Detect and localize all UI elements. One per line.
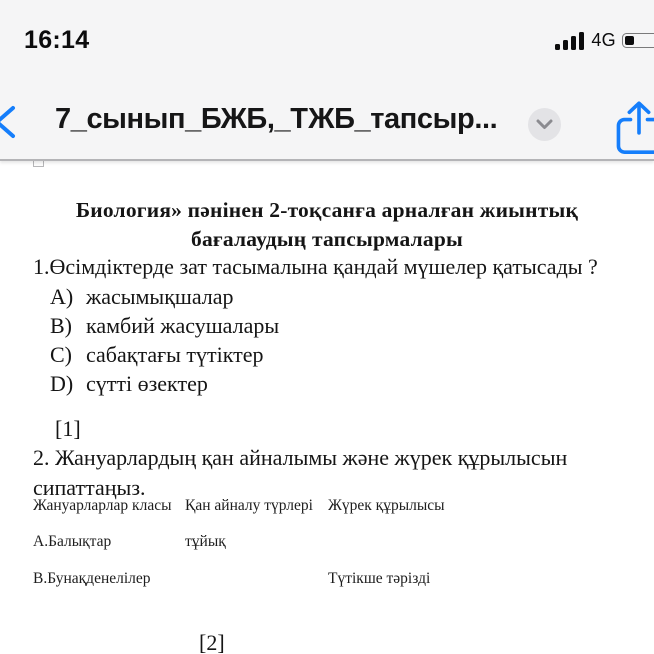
option-text: камбий жасушалары [86, 313, 280, 338]
document-heading: Биология» пәнінен 2-тоқсанға арналған жиынтық бағалаудың тапсырмалары [75, 198, 579, 251]
table-row-cell: тұйық [185, 533, 226, 550]
option-text: сүтті өзектер [86, 371, 208, 396]
network-type-label: 4G [591, 30, 616, 50]
question-1-option-a [50, 284, 234, 310]
table-header-animal-class: Жануарларлар класы [33, 497, 172, 514]
back-button[interactable] [0, 103, 17, 141]
share-icon [613, 99, 654, 157]
status-time: 16:14 [24, 26, 90, 54]
option-label: D) [50, 371, 74, 396]
option-text: сабақтағы түтіктер [86, 342, 264, 367]
signal-bar [571, 36, 577, 50]
table-row-cell: А.Балықтар [33, 533, 112, 550]
question-1-option-d [50, 371, 208, 397]
chevron-down-icon [536, 119, 553, 130]
cellular-signal-icon [555, 32, 585, 50]
question-2-text-line2: сипаттаңыз. [33, 475, 146, 500]
signal-bar [555, 44, 561, 50]
question-1-marks: [1] [55, 416, 81, 441]
title-menu-button[interactable] [528, 108, 561, 141]
status-icons [555, 30, 654, 51]
signal-bar [579, 32, 585, 50]
option-label: B) [50, 313, 72, 338]
table-header-heart-structure: Жүрек құрылысы [328, 497, 445, 514]
question-1-option-b [50, 313, 279, 339]
document-title[interactable]: 7_сынып_БЖБ,_ТЖБ_тапсыр... [55, 103, 498, 135]
question-1-option-c [50, 342, 264, 368]
question-2-marks: [2] [199, 630, 225, 654]
share-button[interactable] [613, 99, 654, 157]
chevron-left-icon [0, 103, 17, 141]
top-chrome [0, 0, 654, 161]
table-row-cell: В.Бунақденелілер [33, 570, 151, 587]
question-1-text: 1.Өсімдіктерде зат тасымалына қандай мүшелер қатысады ? [33, 254, 598, 279]
battery-icon [622, 33, 654, 48]
question-2-text-line1: 2. Жануарлардың қан айналымы және жүрек құрылысын [33, 445, 568, 470]
option-label: A) [50, 284, 74, 309]
signal-bar [563, 40, 569, 50]
table-row-cell: Түтікше тәрізді [328, 570, 431, 587]
option-text: жасымықшалар [86, 284, 234, 309]
battery-level [625, 36, 634, 45]
option-label: C) [50, 342, 72, 367]
table-header-circulation-type: Қан айналу түрлері [185, 497, 313, 514]
document-page[interactable] [0, 163, 654, 654]
